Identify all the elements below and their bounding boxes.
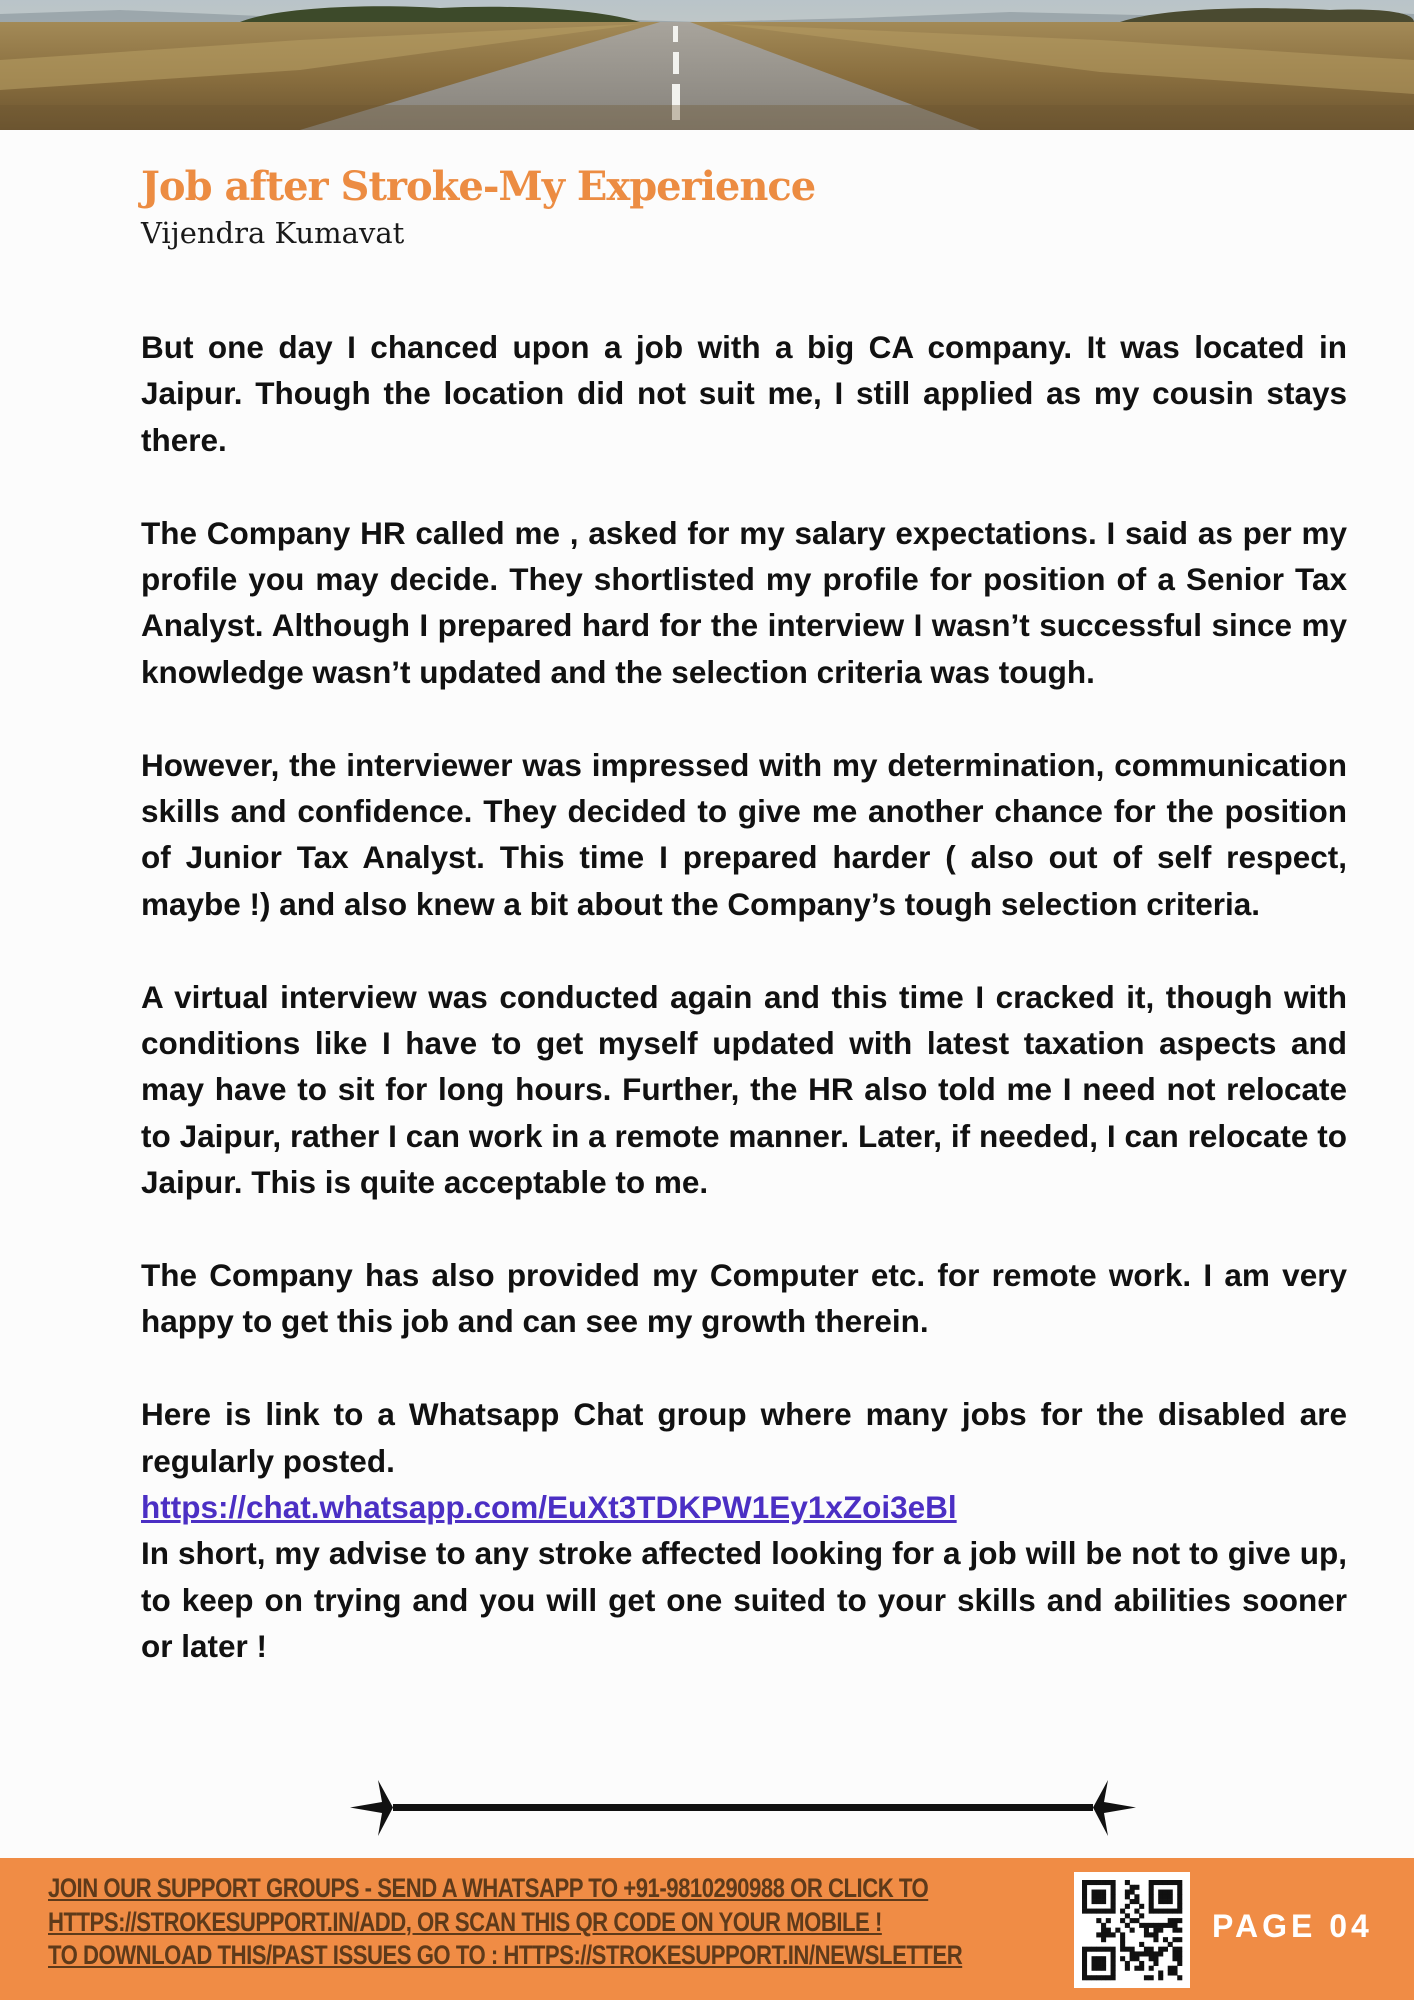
author-name: Vijendra Kumavat <box>141 216 405 250</box>
article-paragraph: The Company has also provided my Computer etc. for remote work. I am very happy to get this job and can see my growth therein. <box>141 1257 1347 1340</box>
footer-support-info <box>48 1872 963 1973</box>
qr-code <box>1074 1872 1190 1988</box>
article-paragraph: However, the interviewer was impressed with my determination, communication skills and confidence. They decided to give me another chance for the position of Junior Tax Analyst. This time I prepared harder ( also out of self respect, maybe !) and also knew a bit about the Company’s tough selection criteria. <box>141 746 1347 922</box>
footer-bar <box>0 1858 1414 2000</box>
article-paragraph: Here is link to a Whatsapp Chat group where many jobs for the disabled are regularly posted. <box>141 1396 1347 1479</box>
whatsapp-group-link[interactable]: https://chat.whatsapp.com/EuXt3TDKPW1Ey1xZoi3eBl <box>141 1489 957 1526</box>
article-paragraph: A virtual interview was conducted again and this time I cracked it, though with conditions like I have to get myself updated with latest taxation aspects and may have to sit for long hours. Further, the HR also told me I need not relocate to Jaipur, rather I can work in a remote manner. Later, if needed, I can relocate to Jaipur. This is quite acceptable to me. <box>141 978 1347 1201</box>
page-number: PAGE 04 <box>1212 1908 1373 1944</box>
footer-line-newsletter-link[interactable]: TO DOWNLOAD THIS/PAST ISSUES GO TO : HTTPS://STROKESUPPORT.IN/NEWSLETTER <box>48 1940 963 1970</box>
road-landscape-illustration <box>0 0 1414 130</box>
section-divider <box>348 1780 1138 1836</box>
footer-line-add-link[interactable]: HTTPS://STROKESUPPORT.IN/ADD, OR SCAN THIS QR CODE ON YOUR MOBILE ! <box>48 1906 882 1937</box>
article-paragraph: The Company HR called me , asked for my salary expectations. I said as per my profile you may decide. They shortlisted my profile for position of a Senior Tax Analyst. Although I prepared hard for the interview I wasn’t successful since my knowledge wasn’t updated and the selection criteria was tough. <box>141 514 1347 690</box>
header-banner-image <box>0 0 1414 130</box>
article-paragraph: But one day I chanced upon a job with a big CA company. It was located in Jaipur. Though the location did not suit me, I still applied as my cousin stays there. <box>141 329 1347 458</box>
article-body <box>141 324 1347 1670</box>
article-title: Job after Stroke-My Experience <box>141 163 816 210</box>
footer-line-whatsapp[interactable]: JOIN OUR SUPPORT GROUPS - SEND A WHATSAPP TO +91-9810290988 OR CLICK TO <box>48 1873 929 1903</box>
article-closing-paragraph: In short, my advise to any stroke affected looking for a job will be not to give up, to keep on trying and you will get one suited to your skills and abilities sooner or later ! <box>141 1535 1347 1665</box>
